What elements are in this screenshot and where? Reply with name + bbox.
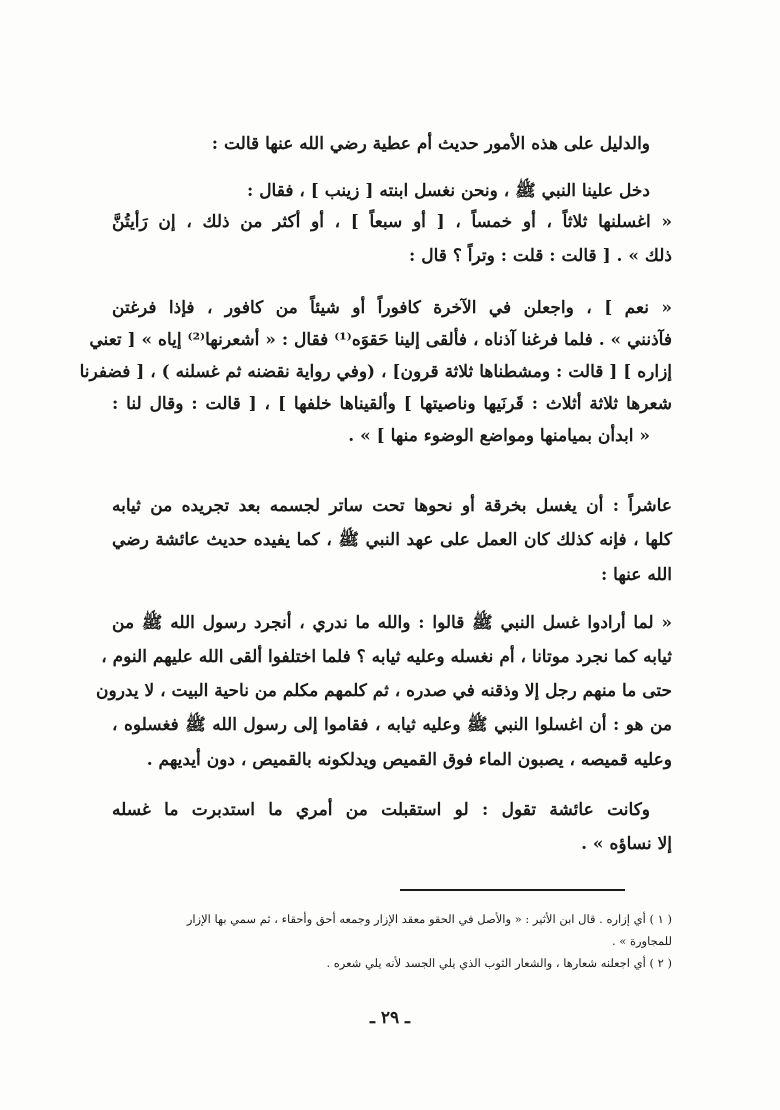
text-line: وعليه قميصه ، يصبون الماء فوق القميص ويدلكونه بالقميص ، دون أيديهم . [146,750,672,770]
text-line: « اغسلنها ثلاثاً ، أو خمساً ، [ أو سبعاً ] ، أو أكثر من ذلك ، إن رَأيتُنَّ [112,212,672,232]
footnote-line: للمجاورة » . [611,934,672,948]
footnote-line: ( ٢ ) أي اجعلنه شعارها ، والشعار الثوب الذي يلي الجسد لأنه يلي شعره . [326,956,672,970]
text-line: الله عنها : [600,565,672,585]
text-line: والدليل على هذه الأمور حديث أم عطية رضي الله عنها قالت : [211,134,650,154]
text-line: « لما أرادوا غسل النبي ﷺ قالوا : والله ما ندري ، أنجرد رسول الله ﷺ من [112,613,672,633]
footnote-line: ( ١ ) أي إزاره . قال ابن الأثير : « والأصل في الحقو معقد الإزار وجمعه أحق وأحقاء ، ثم سمي بها الإزار [186,912,672,926]
text-line: فآذنني » . فلما فرغنا آذناه ، فألقى إلينا حَقوَه⁽¹⁾ فقال : « أشعرنها⁽²⁾ إياه » [ تعني [89,330,672,350]
text-line: شعرها ثلاثة أثلاث : قَرنَيها وناصيتها ] وألقيناها خلفها ] ، [ قالت : وقال لنا : [112,394,672,414]
text-line: إزاره ] [ قالت : ومشطناها ثلاثة قرون] ، (وفي رواية نقضنه ثم غسلنه ) ، [ فضفرنا [79,362,672,382]
text-line: حتى ما منهم رجل إلا وذقنه في صدره ، ثم كلمهم مكلم من ناحية البيت ، لا يدرون [96,681,672,701]
text-line: من هو : أن اغسلوا النبي ﷺ وعليه ثيابه ، فقاموا إلى رسول الله ﷺ فغسلوه ، [112,715,672,735]
text-line: كلها ، فإنه كذلك كان العمل على عهد النبي ﷺ ، كما يفيده حديث عائشة رضي [112,530,672,550]
text-line: وكانت عائشة تقول : لو استقبلت من أمري ما استدبرت ما غسله [112,800,650,820]
footnote-separator [400,889,625,891]
text-line: « نعم ] ، واجعلن في الآخرة كافوراً أو شيئاً من كافور ، فإذا فرغتن [112,298,672,318]
text-line: إلا نساؤه » . [581,834,672,854]
text-line: ثيابه كما نجرد موتانا ، أم نغسله وعليه ثيابه ؟ فلما اختلفوا ألقى الله عليهم النوم ، [101,647,672,667]
text-line: « ابدأن بميامنها ومواضع الوضوء منها ] » . [348,426,650,446]
page-number: ـ ٢٩ ـ [369,1008,411,1028]
text-line: ذلك » . [ قالت : قلت : وتراً ؟ قال : [409,246,672,266]
text-line: عاشراً : أن يغسل بخرقة أو نحوها تحت ساتر لجسمه بعد تجريده من ثيابه [112,496,672,516]
text-line: دخل علينا النبي ﷺ ، ونحن نغسل ابنته [ زينب ] ، فقال : [247,181,650,201]
